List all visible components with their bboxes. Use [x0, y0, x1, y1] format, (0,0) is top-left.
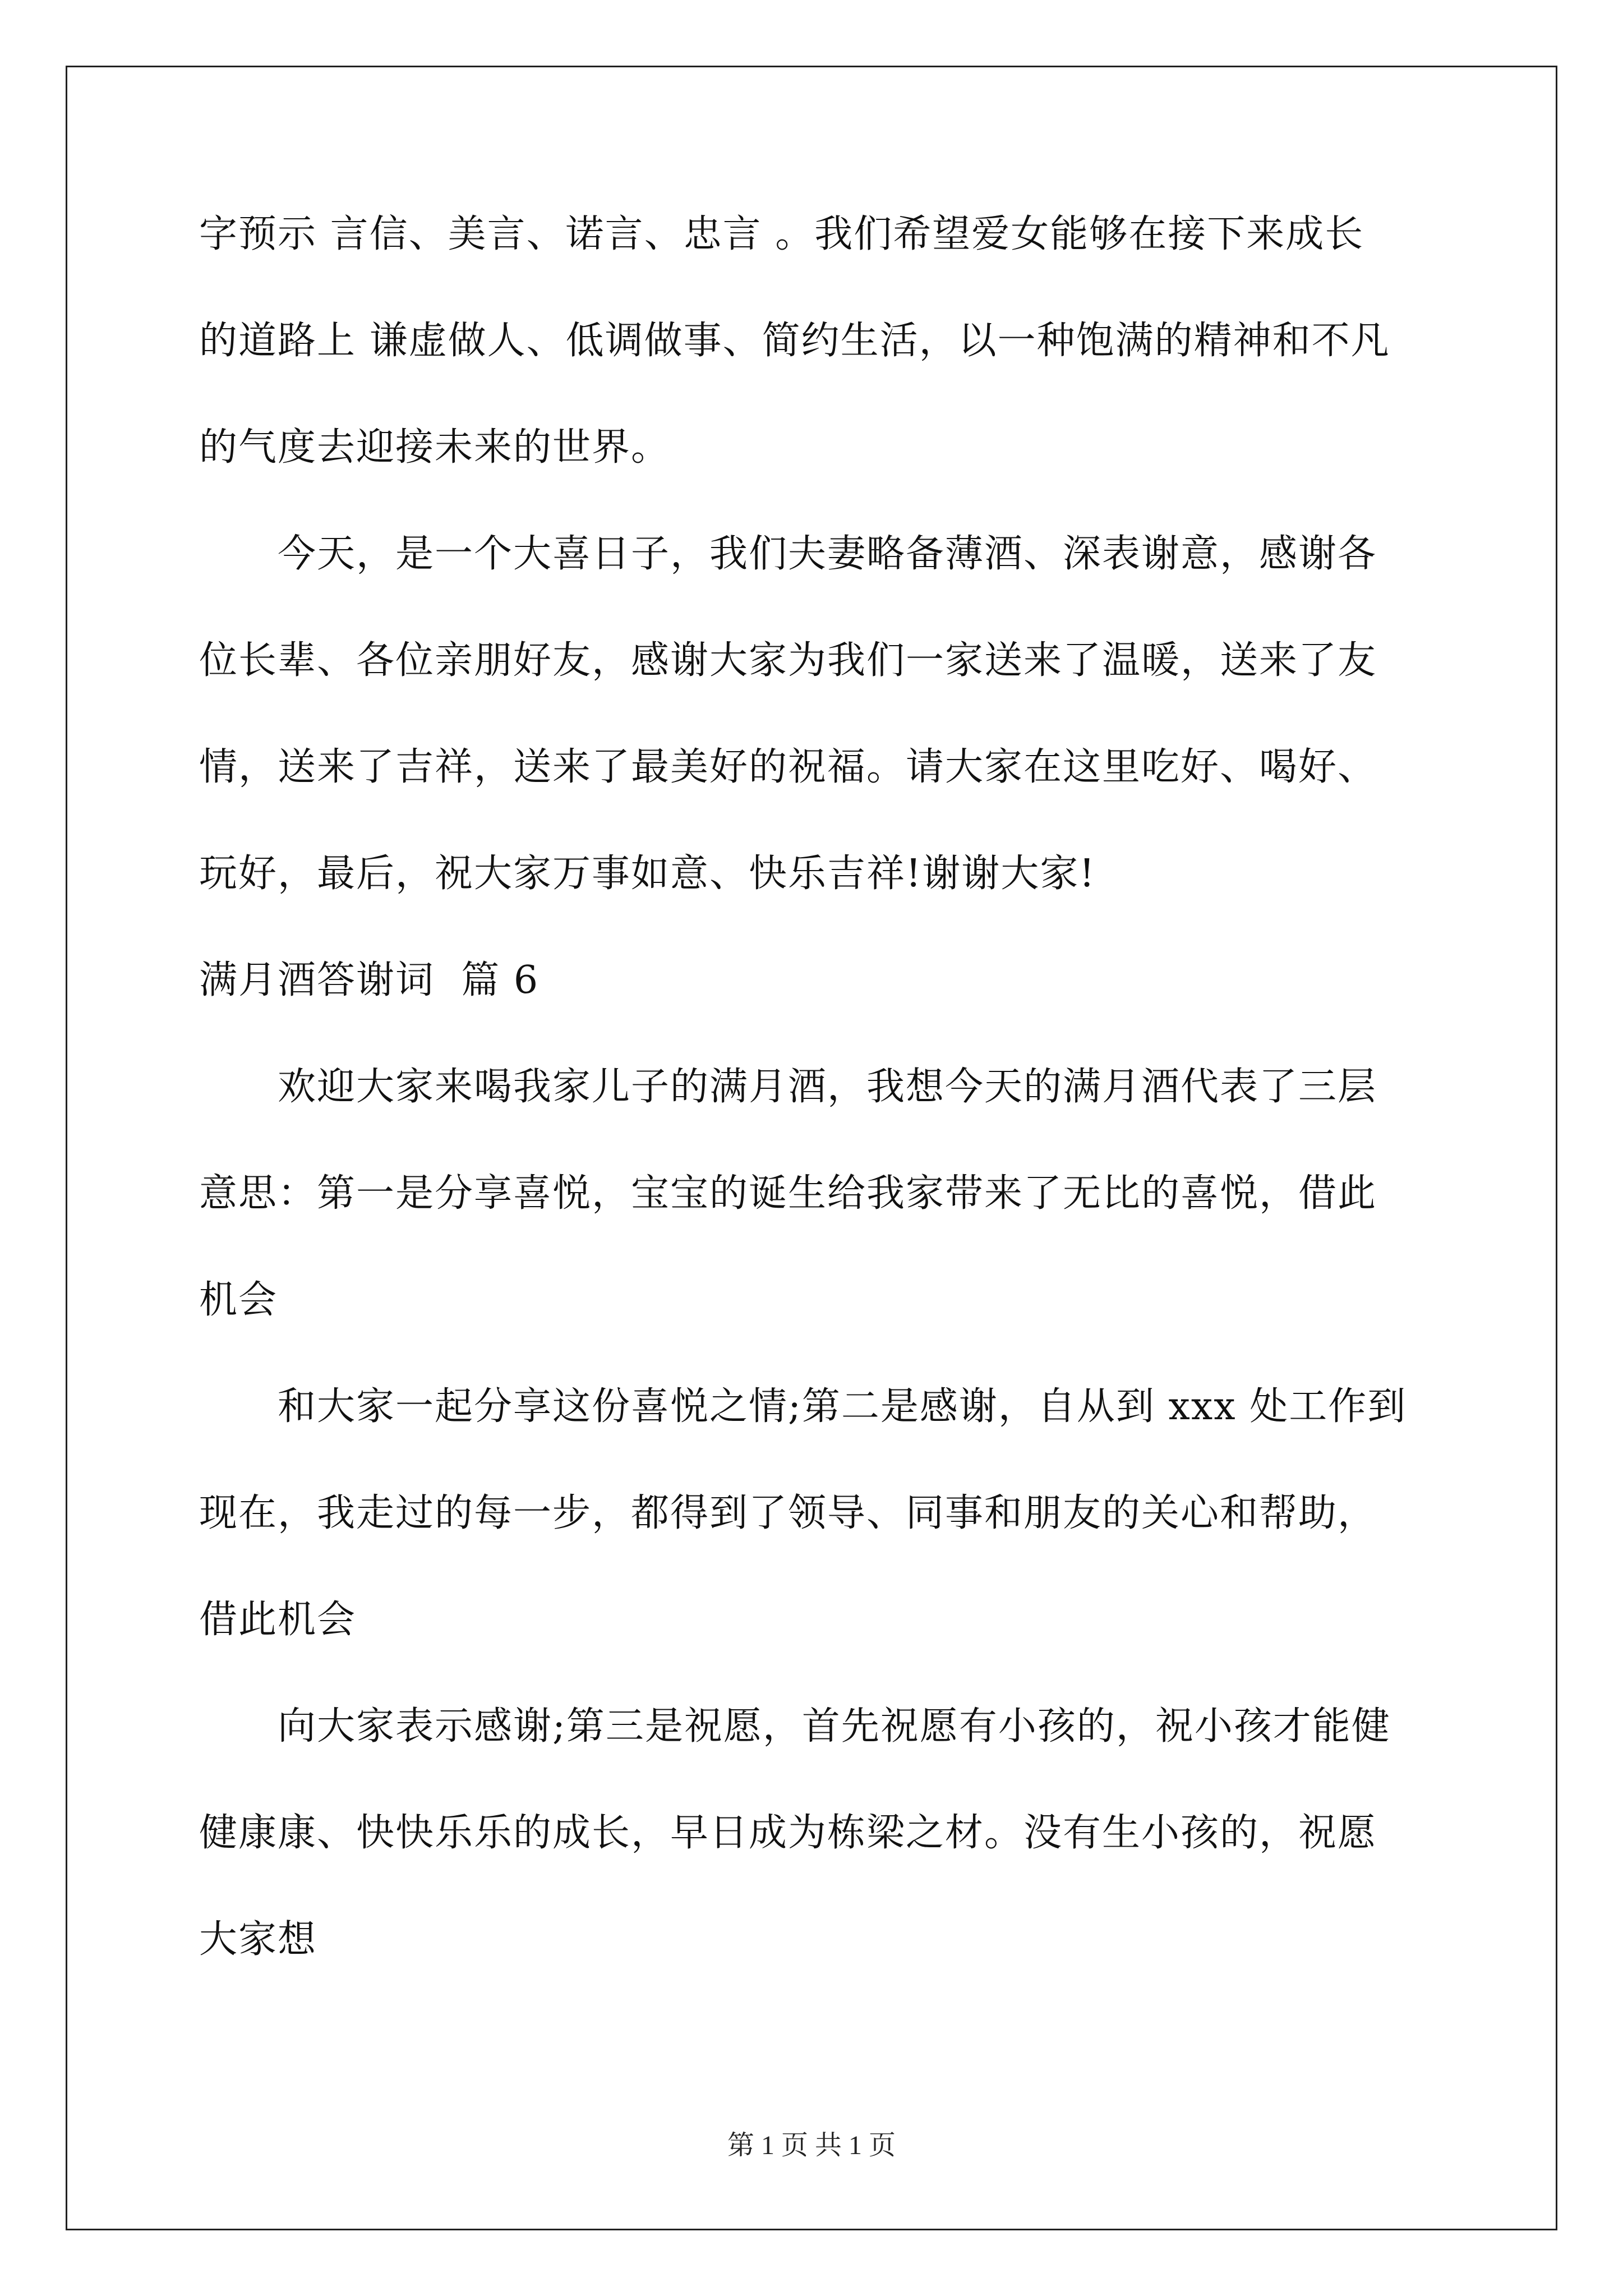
body-line: 欢迎大家来喝我家儿子的满月酒，我想今天的满月酒代表了三层	[199, 1065, 1377, 1109]
body-line: 意思：第一是分享喜悦，宝宝的诞生给我家带来了无比的喜悦，借此	[199, 1171, 1377, 1216]
body-line: 的气度去迎接未来的世界。	[199, 425, 671, 470]
body-line: 和大家一起分享这份喜悦之情;第二是感谢，自从到 xxx 处工作到	[199, 1384, 1407, 1429]
body-line: 健康康、快快乐乐的成长，早日成为栋梁之材。没有生小孩的，祝愿	[199, 1811, 1377, 1855]
page-footer: 第 1 页 共 1 页	[727, 2131, 896, 2160]
body-line: 借此机会	[199, 1598, 357, 1642]
body-line: 向大家表示感谢;第三是祝愿，首先祝愿有小孩的，祝小孩才能健	[199, 1704, 1391, 1749]
document-body	[199, 208, 1430, 1967]
body-line: 大家想	[199, 1917, 317, 1962]
body-line: 的道路上 谦虚做人、低调做事、简约生活，以一种饱满的精神和不凡	[199, 319, 1390, 363]
body-line: 现在，我走过的每一步，都得到了领导、同事和朋友的关心和帮助，	[199, 1491, 1377, 1535]
body-line: 今天，是一个大喜日子，我们夫妻略备薄酒、深表谢意，感谢各	[199, 532, 1377, 576]
body-line: 情，送来了吉祥，送来了最美好的祝福。请大家在这里吃好、喝好、	[199, 745, 1377, 789]
body-line: 玩好，最后，祝大家万事如意、快乐吉祥!谢谢大家!	[199, 852, 1096, 896]
body-line: 字预示 言信、美言、诺言、忠言 。我们希望爱女能够在接下来成长	[199, 212, 1364, 256]
body-line: 位长辈、各位亲朋好友，感谢大家为我们一家送来了温暖，送来了友	[199, 638, 1377, 683]
section-heading: 满月酒答谢词 篇 6	[199, 958, 540, 1002]
body-line: 机会	[199, 1278, 278, 1322]
